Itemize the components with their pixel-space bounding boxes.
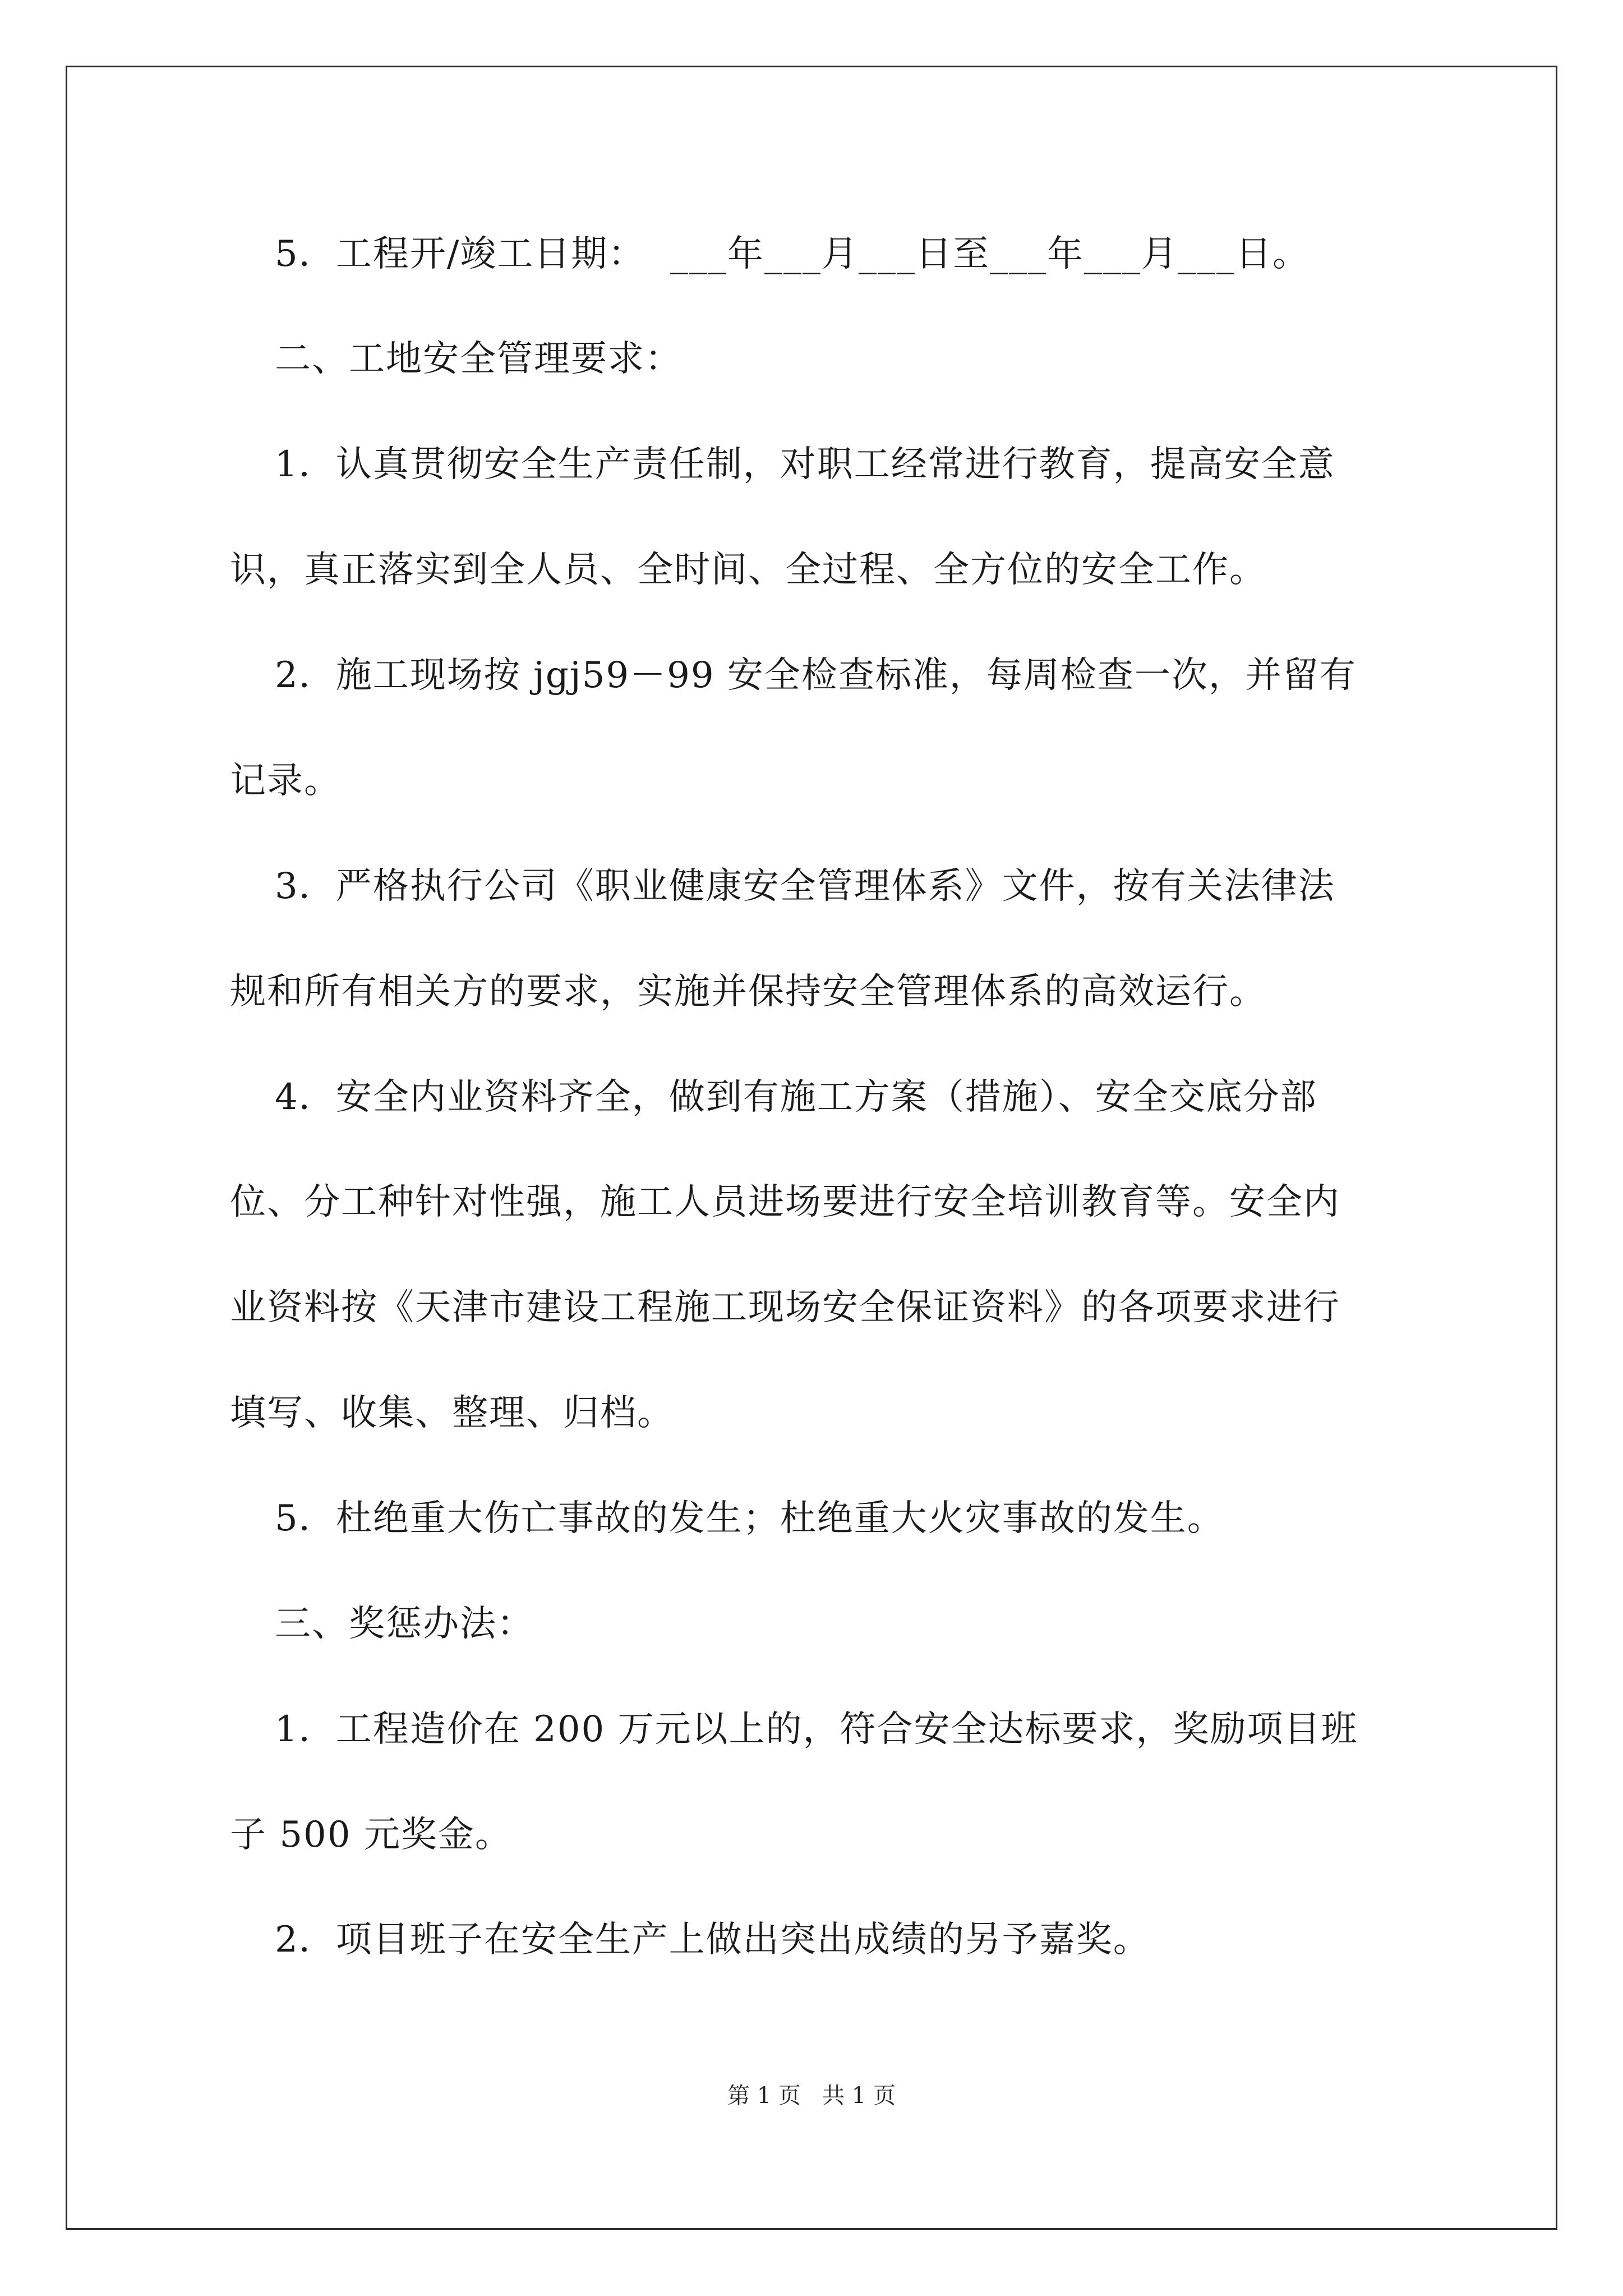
paragraph-line: 填写、收集、整理、归档。	[230, 1392, 674, 1434]
paragraph-line: 位、分工种针对性强，施工人员进场要进行安全培训教育等。安全内	[230, 1181, 1340, 1223]
page-footer: 第 1 页 共 1 页	[727, 2083, 896, 2109]
section-2-heading: 二、工地安全管理要求：	[275, 338, 682, 380]
paragraph-line: 识，真正落实到全人员、全时间、全过程、全方位的安全工作。	[230, 549, 1266, 591]
paragraph-line: 5．杜绝重大伤亡事故的发生；杜绝重大火灾事故的发生。	[275, 1498, 1224, 1539]
paragraph-line: 3．严格执行公司《职业健康安全管理体系》文件，按有关法律法	[275, 866, 1335, 907]
paragraph-line: 子 500 元奖金。	[230, 1814, 512, 1856]
section-3-heading: 三、奖惩办法：	[275, 1603, 534, 1645]
item-5-dates: 5．工程开/竣工日期： ___年___月___日至___年___月___日。	[275, 233, 1310, 275]
paragraph-line: 记录。	[230, 760, 341, 802]
paragraph-line: 业资料按《天津市建设工程施工现场安全保证资料》的各项要求进行	[230, 1287, 1340, 1328]
paragraph-line: 规和所有相关方的要求，实施并保持安全管理体系的高效运行。	[230, 971, 1266, 1013]
paragraph-line: 4．安全内业资料齐全，做到有施工方案（措施）、安全交底分部	[275, 1076, 1317, 1118]
paragraph-line: 1．认真贯彻安全生产责任制，对职工经常进行教育，提高安全意	[275, 444, 1335, 485]
paragraph-line: 1．工程造价在 200 万元以上的，符合安全达标要求，奖励项目班	[275, 1709, 1358, 1750]
paragraph-line: 2．项目班子在安全生产上做出突出成绩的另予嘉奖。	[275, 1919, 1150, 1961]
paragraph-line: 2．施工现场按 jgj59－99 安全检查标准，每周检查一次，并留有	[275, 655, 1357, 696]
